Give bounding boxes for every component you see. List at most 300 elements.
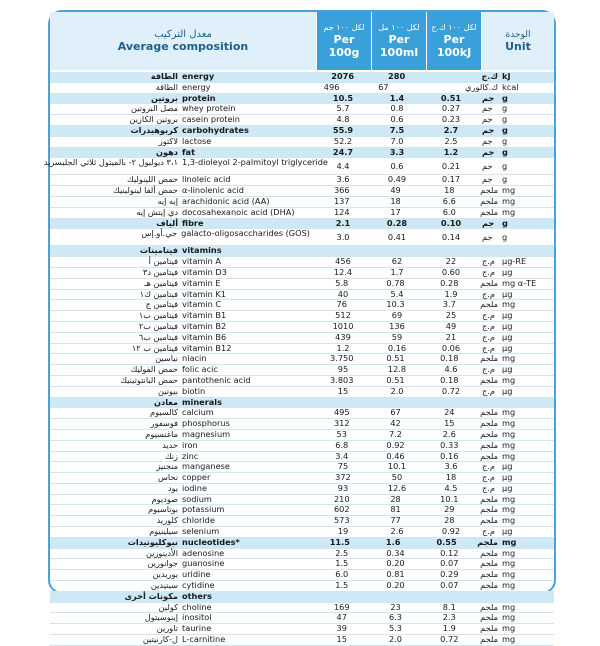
- nutrient-name-ar: إينوسيتول: [144, 612, 178, 623]
- nutrient-name-ar: حمض الفوليك: [130, 364, 178, 375]
- nutrient-name-en: casein protein: [182, 114, 240, 125]
- header-unit-ar: الوحدة: [505, 29, 531, 40]
- nutrient-name-ar: مكونات أخرى: [124, 590, 178, 601]
- unit-ar: م.ج: [482, 342, 495, 353]
- value-per-100g: 439: [335, 331, 351, 342]
- value-per-100g: 495: [333, 407, 350, 418]
- value-per-100kj: 0.29: [440, 569, 459, 580]
- value-per-100ml: 17: [390, 206, 401, 217]
- nutrient-name-ar: يوريدين: [152, 569, 178, 580]
- unit-ar: جم: [482, 103, 493, 114]
- unit-cell: [476, 300, 554, 310]
- nutrient-name-en: arachidonic acid (AA): [182, 195, 270, 206]
- unit-en: µg: [502, 288, 513, 299]
- unit-cell: [478, 246, 554, 256]
- nutrient-name-cell: [50, 549, 315, 559]
- nutrient-name-ar: حديد: [162, 439, 178, 450]
- nutrient-name-cell: [50, 527, 316, 537]
- unit-en: g: [502, 103, 508, 114]
- value-per-100ml: 0.51: [386, 374, 405, 385]
- nutrient-name-ar: نيوكليوتيدات: [127, 536, 178, 547]
- unit-ar: م.ج: [482, 526, 495, 537]
- nutrient-name-en: whey protein: [182, 103, 236, 114]
- unit-ar: جم: [482, 146, 495, 157]
- category-row: [50, 94, 554, 105]
- nutrient-name-cell: [50, 635, 315, 645]
- unit-cell: [478, 462, 554, 472]
- value-per-100kj: 0.55: [436, 536, 457, 547]
- table-row: [50, 279, 554, 290]
- unit-en: g: [502, 92, 508, 103]
- value-per-100kj: 29: [444, 504, 455, 515]
- unit-ar: ملجم: [480, 206, 499, 217]
- unit-cell: [476, 186, 554, 196]
- nutrient-name-en: others: [182, 590, 212, 601]
- table-row: [50, 83, 554, 94]
- value-per-100kj: [424, 246, 478, 256]
- unit-en: mg: [502, 623, 516, 634]
- value-per-100kj: 21: [445, 331, 457, 342]
- unit-en: mg: [502, 612, 516, 623]
- category-row: [50, 592, 554, 603]
- table-row: [50, 257, 554, 268]
- unit-en: mg: [502, 536, 517, 547]
- value-per-100g: 4.4: [336, 161, 350, 172]
- nutrient-name-cell: [50, 137, 316, 147]
- unit-cell: [478, 148, 554, 158]
- value-per-100ml: 0.49: [387, 174, 407, 185]
- value-per-100kj: 1.2: [443, 146, 459, 157]
- unit-cell: [476, 516, 554, 526]
- value-per-100ml: 0.78: [386, 277, 405, 288]
- nutrient-name-en: fat: [182, 146, 196, 157]
- nutrient-name-cell: [50, 257, 316, 267]
- header-unit: [481, 12, 554, 70]
- nutrient-name-en: guanosine: [182, 558, 225, 569]
- unit-ar: م.ج: [482, 461, 495, 472]
- unit-en: µg: [502, 482, 513, 493]
- nutrient-name-cell: [50, 603, 315, 613]
- nutrient-name-ar: بروتين: [150, 92, 178, 103]
- nutrient-name-ar: الأدينوزين: [145, 547, 178, 558]
- nutrient-name-cell: [50, 300, 315, 310]
- nutrient-name-en: minerals: [182, 396, 222, 407]
- value-per-100kj: 0.33: [440, 439, 459, 450]
- table-row: [50, 376, 554, 387]
- nutrient-name-ar: فيتامين ب٢: [138, 320, 178, 331]
- unit-ar: ملجم: [480, 185, 499, 196]
- nutrient-name-en: vitamin B1: [182, 310, 227, 321]
- unit-en: mg: [502, 418, 516, 429]
- nutrient-name-ar: حمض البانتوثينيك: [120, 374, 178, 385]
- nutrient-name-cell: [50, 581, 315, 591]
- nutrient-name-cell: [50, 354, 315, 364]
- nutrient-name-cell: [50, 279, 315, 289]
- unit-en: mg: [502, 407, 516, 418]
- table-row: [50, 495, 554, 506]
- value-per-100ml: 1.4: [389, 92, 405, 103]
- nutrient-name-cell: [50, 462, 316, 472]
- table-row: [50, 570, 554, 581]
- unit-cell: [478, 365, 554, 375]
- category-row: [50, 398, 554, 409]
- table-row: [50, 268, 554, 279]
- nutrient-name-en: biotin: [182, 385, 206, 396]
- unit-cell: [478, 257, 554, 267]
- nutrient-name-ar: زنك: [164, 450, 178, 461]
- nutrient-name-cell: [50, 186, 315, 196]
- nutrient-name-en: vitamin B12: [182, 342, 232, 353]
- unit-cell: [476, 376, 554, 386]
- unit-ar: جم: [482, 92, 495, 103]
- value-per-100kj: 2.7: [443, 124, 459, 135]
- nutrient-name-cell: [50, 559, 315, 569]
- table-row: [50, 197, 554, 208]
- unit-cell: [476, 208, 554, 218]
- value-per-100kj: 0.92: [441, 526, 461, 537]
- unit-ar: ملجم: [480, 558, 499, 569]
- value-per-100ml: 81: [390, 504, 401, 515]
- nutrient-name-en: calcium: [182, 407, 214, 418]
- nutrient-name-ar: نياسين: [155, 353, 178, 364]
- nutrient-name-cell: [50, 505, 315, 515]
- value-per-100kj: 0.17: [441, 174, 461, 185]
- nutrient-name-cell: [50, 83, 306, 93]
- nutrient-name-en: carbohydrates: [182, 124, 249, 135]
- value-per-100g: 3.803: [330, 374, 354, 385]
- table-row: [50, 311, 554, 322]
- value-per-100g: 39: [336, 623, 347, 634]
- unit-en: g: [502, 217, 508, 228]
- nutrient-name-ar: منجنيز: [156, 461, 178, 472]
- value-per-100g: 52.2: [333, 135, 353, 146]
- value-per-100ml: 77: [390, 515, 401, 526]
- unit-en: g: [502, 135, 508, 146]
- value-per-100kj: 18: [445, 472, 457, 483]
- unit-en: mg: [502, 569, 516, 580]
- value-per-100kj: 4.6: [444, 364, 458, 375]
- nutrient-name-ar: فيتامين ب ١٢: [131, 342, 178, 353]
- table-row: [50, 505, 554, 516]
- unit-ar: م.ج: [482, 472, 495, 483]
- unit-ar: [482, 398, 498, 408]
- value-per-100g: 95: [337, 364, 349, 375]
- nutrient-name-cell: [50, 197, 315, 207]
- nutrient-name-ar: ألياف: [156, 217, 178, 228]
- value-per-100kj: 2.3: [442, 612, 456, 623]
- unit-en: mg: [502, 515, 516, 526]
- nutrient-name-cell: [50, 246, 316, 256]
- value-per-100g: 2.5: [335, 547, 349, 558]
- nutrient-name-en: adenosine: [182, 547, 225, 558]
- nutrient-name-ar: كالسيوم: [150, 407, 178, 418]
- unit-ar: م.ج: [482, 331, 495, 342]
- nutrient-name-en: zinc: [182, 450, 199, 461]
- unit-ar: م.ج: [482, 256, 495, 267]
- unit-cell: [473, 538, 554, 548]
- unit-ar: ملجم: [480, 195, 499, 206]
- value-per-100ml: 0.6: [390, 114, 404, 125]
- value-per-100ml: 0.41: [387, 232, 407, 243]
- unit-en: g: [502, 124, 508, 135]
- value-per-100ml: 280: [388, 71, 406, 81]
- nutrient-name-ar: ماغنسيوم: [145, 428, 178, 439]
- nutrient-name-cell: [50, 175, 316, 185]
- unit-cell: [478, 398, 554, 408]
- nutrient-name-en: selenium: [182, 526, 220, 537]
- nutrient-name-cell: [50, 473, 316, 483]
- value-per-100ml: 0.16: [387, 342, 407, 353]
- nutrient-name-en: uridine: [182, 569, 211, 580]
- nutrient-name-en: phosphorus: [182, 418, 230, 429]
- unit-ar: ملجم: [480, 428, 499, 439]
- nutrient-name-cell: [50, 333, 316, 343]
- unit-en: [498, 398, 550, 408]
- value-per-100kj: [424, 398, 478, 408]
- unit-en: µg: [502, 310, 513, 321]
- value-per-100ml: 12.8: [387, 364, 407, 375]
- nutrient-name-cell: [50, 365, 316, 375]
- nutrient-name-en: chloride: [182, 515, 215, 526]
- header-composition-en: Average composition: [117, 40, 249, 53]
- unit-cell: [478, 387, 554, 397]
- value-per-100kj: 10.1: [440, 493, 459, 504]
- value-per-100kj: 8.1: [442, 601, 456, 612]
- unit-ar: جم: [482, 232, 493, 243]
- table-row: [50, 516, 554, 527]
- table-row: [50, 635, 554, 646]
- header-composition-ar: معدل التركيب: [154, 29, 212, 40]
- unit-en: mg: [502, 450, 516, 461]
- value-per-100g: 15: [337, 385, 349, 396]
- value-per-100kj: 2.5: [444, 135, 458, 146]
- nutrient-name-cell: [50, 398, 316, 408]
- value-per-100kj: [424, 592, 478, 602]
- value-per-100g: 24.7: [332, 146, 354, 157]
- category-row: [50, 126, 554, 137]
- unit-cell: [478, 311, 554, 321]
- nutrient-name-ar: ٣،١ ديوليول ٢- بالميتول ثلاثي الجليسريد: [43, 157, 178, 168]
- unit-en: mg: [502, 195, 516, 206]
- value-per-100ml: 0.92: [386, 439, 405, 450]
- value-per-100g: 210: [333, 493, 350, 504]
- nutrient-name-en: cytidine: [182, 580, 215, 591]
- unit-ar: ملجم: [480, 299, 499, 310]
- unit-en: g: [502, 174, 508, 185]
- unit-ar: م.ج: [482, 266, 495, 277]
- nutrient-name-cell: [50, 94, 316, 104]
- unit-cell: [478, 268, 554, 278]
- unit-en: µg: [502, 385, 513, 396]
- nutrient-name-ar: الطاقة: [150, 71, 178, 81]
- unit-cell: [476, 452, 554, 462]
- nutrient-name-ar: الطاقة: [155, 81, 178, 92]
- unit-ar: [482, 246, 498, 256]
- table-row: [50, 559, 554, 570]
- unit-en: mg: [502, 439, 516, 450]
- value-per-100g: 6.0: [335, 569, 349, 580]
- value-per-100ml: 69: [391, 310, 403, 321]
- unit-cell: [478, 290, 554, 300]
- value-per-100g: 5.7: [336, 103, 350, 114]
- nutrient-name-cell: [50, 387, 316, 397]
- value-per-100kj: 0.12: [440, 547, 459, 558]
- nutrient-name-en: niacin: [182, 353, 207, 364]
- unit-ar: ملجم: [480, 623, 499, 634]
- value-per-100kj: 25: [445, 310, 457, 321]
- unit-en: mg: [502, 634, 516, 645]
- table-row: [43, 157, 554, 175]
- unit-cell: [476, 279, 554, 289]
- value-per-100ml: [370, 246, 424, 256]
- unit-ar: م.ج: [482, 310, 495, 321]
- unit-cell: [478, 344, 554, 354]
- nutrient-name-ar: حمض اللينوليك: [127, 174, 178, 185]
- unit-cell: [476, 408, 554, 418]
- nutrient-name-ar: دهون: [156, 146, 178, 157]
- unit-cell: [476, 549, 554, 559]
- unit-ar: جم: [482, 114, 493, 125]
- unit-en: mg: [502, 601, 516, 612]
- value-per-100kj: 2.6: [442, 428, 456, 439]
- unit-en: kcal: [502, 81, 519, 92]
- unit-en: g: [502, 114, 508, 125]
- table-row: [50, 104, 554, 115]
- table-row: [50, 549, 554, 560]
- value-per-100g: 1.5: [335, 580, 349, 591]
- nutrition-table-card: [43, 10, 556, 645]
- unit-en: mg: [502, 374, 516, 385]
- unit-cell: [476, 635, 554, 645]
- nutrient-name-en: L-carnitine: [182, 634, 226, 645]
- nutrient-name-ar: سيتيدين: [150, 580, 178, 591]
- value-per-100g: [316, 246, 370, 256]
- nutrient-name-cell: [50, 419, 315, 429]
- value-per-100g: 366: [333, 185, 350, 196]
- nutrient-name-ar: ل-كارنيتين: [142, 634, 178, 645]
- nutrient-name-ar: يود: [167, 482, 178, 493]
- value-per-100g: 2.1: [335, 217, 351, 228]
- table-row: [50, 290, 554, 301]
- table-row: [50, 229, 554, 246]
- value-per-100kj: 0.06: [441, 342, 461, 353]
- value-per-100ml: 67: [378, 81, 389, 92]
- unit-en: mg: [502, 580, 516, 591]
- nutrient-name-ar: جي.أو.إس: [141, 228, 178, 239]
- unit-cell: [476, 354, 554, 364]
- header-per-100g: [316, 12, 371, 70]
- value-per-100g: [316, 592, 370, 602]
- nutrient-name-cell: [43, 157, 328, 174]
- value-per-100ml: 67: [390, 407, 401, 418]
- nutrient-name-cell: [50, 516, 315, 526]
- value-per-100g: 19: [337, 526, 349, 537]
- unit-cell: [478, 126, 554, 136]
- nutrient-name-cell: [50, 126, 316, 136]
- unit-en: mg α-TE: [502, 277, 537, 288]
- unit-ar: ملجم: [480, 450, 499, 461]
- value-per-100ml: 3.3: [389, 146, 405, 157]
- unit-ar: ك.ج: [481, 71, 499, 81]
- unit-en: µg: [502, 461, 513, 472]
- nutrient-name-en: magnesium: [182, 428, 231, 439]
- unit-ar: [482, 592, 498, 602]
- unit-ar: م.ج: [482, 320, 495, 331]
- value-per-100ml: 49: [390, 185, 401, 196]
- table-row: [50, 430, 554, 441]
- value-per-100kj: 24: [444, 407, 455, 418]
- nutrient-name-en: vitamin B2: [182, 320, 227, 331]
- unit-ar: ملجم: [480, 374, 499, 385]
- value-per-100kj: 1.9: [442, 623, 456, 634]
- nutrient-name-ar: بيوتين: [158, 385, 178, 396]
- unit-ar: ملجم: [480, 493, 499, 504]
- category-row: [50, 538, 554, 549]
- value-per-100ml: 2.0: [389, 634, 403, 645]
- value-per-100kj: 0.14: [441, 232, 461, 243]
- value-per-100kj: 15: [444, 418, 455, 429]
- value-per-100g: 169: [333, 601, 350, 612]
- nutrient-name-en: vitamins: [182, 245, 222, 256]
- nutrient-name-en: vitamin K1: [182, 288, 226, 299]
- unit-ar: ملجم: [480, 504, 499, 515]
- value-per-100g: 496: [323, 81, 340, 92]
- nutrient-name-en: nucleotides*: [182, 536, 240, 547]
- value-per-100kj: 49: [445, 320, 457, 331]
- unit-ar: جم: [482, 161, 493, 172]
- nutrient-name-cell: [50, 408, 315, 418]
- nutrient-name-ar: فيتامين هـ: [144, 277, 178, 288]
- nutrient-name-en: choline: [182, 601, 212, 612]
- value-per-100ml: 0.28: [386, 217, 408, 228]
- value-per-100g: 75: [337, 461, 349, 472]
- unit-en: mg: [502, 185, 516, 196]
- unit-en: mg: [502, 547, 516, 558]
- value-per-100kj: 18: [444, 185, 455, 196]
- nutrient-name-ar: فيتامين ب٦: [138, 331, 178, 342]
- value-per-100g: 573: [333, 515, 350, 526]
- value-per-100ml: [370, 398, 424, 408]
- value-per-100ml: 7.5: [389, 124, 405, 135]
- value-per-100ml: 0.81: [386, 569, 405, 580]
- nutrient-name-en: iodine: [182, 482, 207, 493]
- unit-ar: م.ج: [482, 385, 495, 396]
- unit-ar: ملجم: [480, 612, 499, 623]
- value-per-100ml: 23: [390, 601, 401, 612]
- value-per-100g: 137: [333, 195, 350, 206]
- unit-cell: [478, 175, 554, 185]
- table-row: [50, 387, 554, 398]
- nutrient-name-ar: بروتين الكازين: [129, 114, 178, 125]
- nutrient-name-cell: [50, 484, 316, 494]
- value-per-100ml: 0.20: [386, 558, 405, 569]
- value-per-100g: 11.5: [329, 536, 350, 547]
- nutrient-name-en: docosahexanoic acid (DHA): [182, 206, 295, 217]
- nutrient-name-ar: كلوريد: [156, 515, 178, 526]
- value-per-100g: 1010: [332, 320, 354, 331]
- nutrient-name-cell: [50, 452, 315, 462]
- unit-en: µg-RE: [502, 256, 527, 267]
- value-per-100kj: 0.10: [440, 217, 462, 228]
- value-per-100kj: 6.0: [442, 206, 456, 217]
- value-per-100ml: 2.6: [390, 526, 404, 537]
- nutrient-name-ar: فيتامين أ: [148, 256, 178, 267]
- unit-en: mg: [502, 428, 516, 439]
- unit-cell: [476, 419, 554, 429]
- unit-ar: جم: [482, 174, 493, 185]
- nutrient-name-cell: [50, 570, 315, 580]
- table-row: [50, 603, 554, 614]
